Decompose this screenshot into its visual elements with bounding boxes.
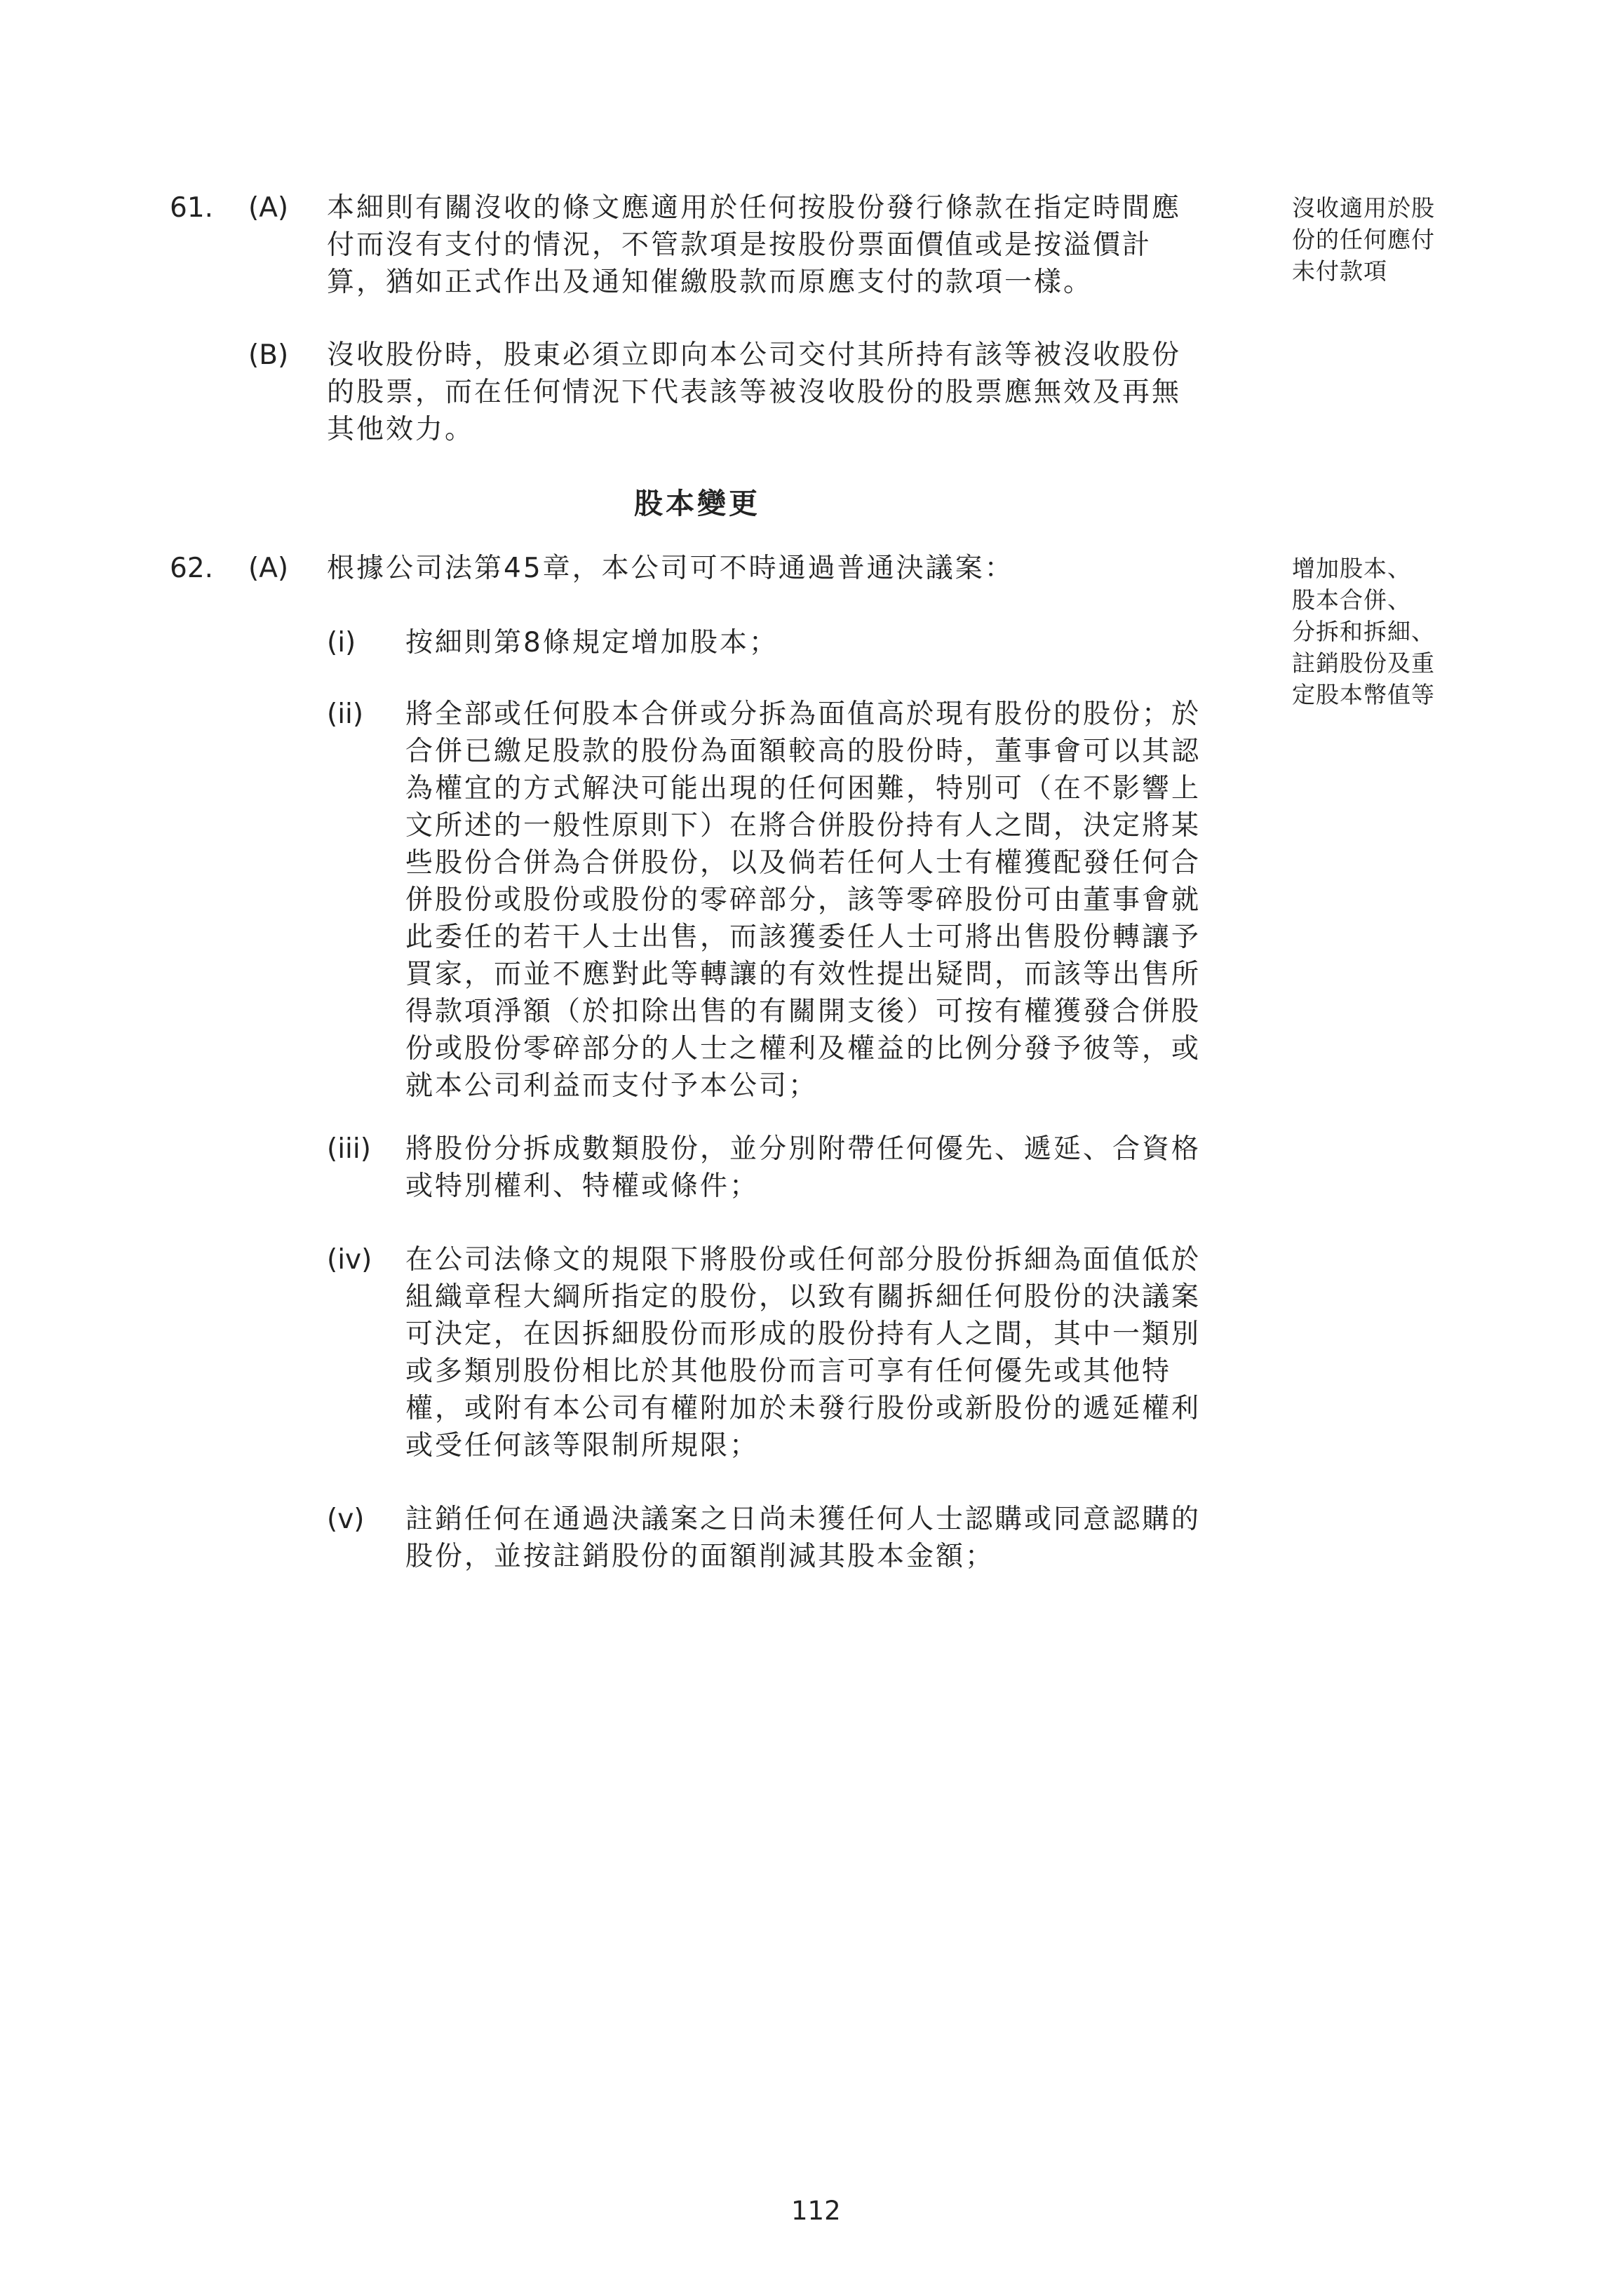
clause-61-a-marker: (A) [248, 192, 289, 224]
text-line: 些股份合併為合併股份，以及倘若任何人士有權獲配發任何合 [405, 847, 1201, 879]
text-line: 或受任何該等限制所規限； [405, 1430, 760, 1461]
item-v-text [405, 1501, 1201, 1575]
text-line: 將股份分拆成數類股份，並分別附帶任何優先、遞延、合資格 [405, 1133, 1201, 1165]
clause-61-number: 61. [170, 192, 214, 224]
text-line: 合併已繳足股款的股份為面額較高的股份時，董事會可以其認 [405, 736, 1201, 767]
text-line: 註銷任何在通過決議案之日尚未獲任何人士認購或同意認購的 [405, 1504, 1201, 1535]
text-line: 按細則第8條規定增加股本； [405, 627, 779, 659]
sidenote-line: 定股本幣值等 [1292, 681, 1435, 708]
sidenote-line: 未付款項 [1292, 257, 1387, 285]
text-line: 就本公司利益而支付予本公司； [405, 1070, 819, 1102]
sidenote-line: 股本合併、 [1292, 586, 1411, 614]
text-line: 本細則有關沒收的條文應適用於任何按股份發行條款在指定時間應 [327, 192, 1182, 224]
sidenote-line: 份的任何應付 [1292, 226, 1435, 253]
text-line: 的股票，而在任何情況下代表該等被沒收股份的股票應無效及再無 [327, 377, 1182, 408]
clause-62-a-text [327, 550, 1014, 587]
text-line: 或特別權利、特權或條件； [405, 1170, 760, 1202]
text-line: 付而沒有支付的情況，不管款項是按股份票面價值或是按溢價計 [327, 229, 1152, 261]
clause-61-a-text [327, 189, 1181, 301]
item-iv-text [405, 1241, 1201, 1464]
clause-62-number: 62. [170, 553, 214, 584]
sidenote-line: 分拆和拆細、 [1292, 618, 1435, 645]
item-ii-marker: (ii) [327, 698, 364, 730]
text-line: 其他效力。 [327, 414, 475, 445]
text-line: 或多類別股份相比於其他股份而言可享有任何優先或其他特 [405, 1356, 1172, 1387]
clause-62-a-marker: (A) [248, 553, 289, 584]
sidenote-line: 沒收適用於股 [1292, 194, 1435, 222]
item-iii-marker: (iii) [327, 1133, 371, 1165]
text-line: 權，或附有本公司有權附加於未發行股份或新股份的遞延權利 [405, 1393, 1201, 1424]
item-iv-marker: (iv) [327, 1244, 372, 1276]
sidenote-line: 註銷股份及重 [1292, 649, 1435, 677]
text-line: 得款項淨額（於扣除出售的有關開支後）可按有權獲發合併股 [405, 996, 1201, 1027]
clause-61-sidenote [1292, 192, 1435, 287]
item-i-marker: (i) [327, 627, 356, 659]
text-line: 文所述的一般性原則下）在將合併股份持有人之間，決定將某 [405, 810, 1201, 842]
text-line: 組織章程大綱所指定的股份，以致有關拆細任何股份的決議案 [405, 1281, 1201, 1313]
item-i-text [405, 624, 779, 661]
text-line: 將全部或任何股本合併或分拆為面值高於現有股份的股份；於 [405, 698, 1201, 730]
text-line: 根據公司法第45章，本公司可不時通過普通決議案： [327, 553, 1014, 584]
text-line: 此委任的若干人士出售，而該獲委任人士可將出售股份轉讓予 [405, 921, 1201, 953]
item-ii-text [405, 696, 1201, 1105]
text-line: 股份，並按註銷股份的面額削減其股本金額； [405, 1541, 995, 1572]
sidenote-line: 增加股本、 [1292, 555, 1411, 582]
text-line: 併股份或股份或股份的零碎部分，該等零碎股份可由董事會就 [405, 884, 1201, 916]
page-number: 112 [791, 2196, 841, 2226]
text-line: 份或股份零碎部分的人士之權利及權益的比例分發予彼等，或 [405, 1033, 1201, 1065]
text-line: 在公司法條文的規限下將股份或任何部分股份拆細為面值低於 [405, 1244, 1201, 1276]
item-v-marker: (v) [327, 1504, 365, 1535]
text-line: 買家，而並不應對此等轉讓的有效性提出疑問，而該等出售所 [405, 959, 1201, 990]
text-line: 可決定，在因拆細股份而形成的股份持有人之間，其中一類別 [405, 1318, 1201, 1350]
clause-61-b-text [327, 337, 1181, 448]
text-line: 沒收股份時，股東必須立即向本公司交付其所持有該等被沒收股份 [327, 339, 1182, 371]
text-line: 為權宜的方式解決可能出現的任何困難，特別可（在不影響上 [405, 773, 1201, 804]
section-heading: 股本變更 [634, 487, 760, 520]
item-iii-text [405, 1130, 1201, 1205]
text-line: 算，猶如正式作出及通知催繳股款而原應支付的款項一樣。 [327, 266, 1093, 298]
clause-61-b-marker: (B) [248, 339, 289, 371]
clause-62-sidenote [1292, 553, 1435, 710]
